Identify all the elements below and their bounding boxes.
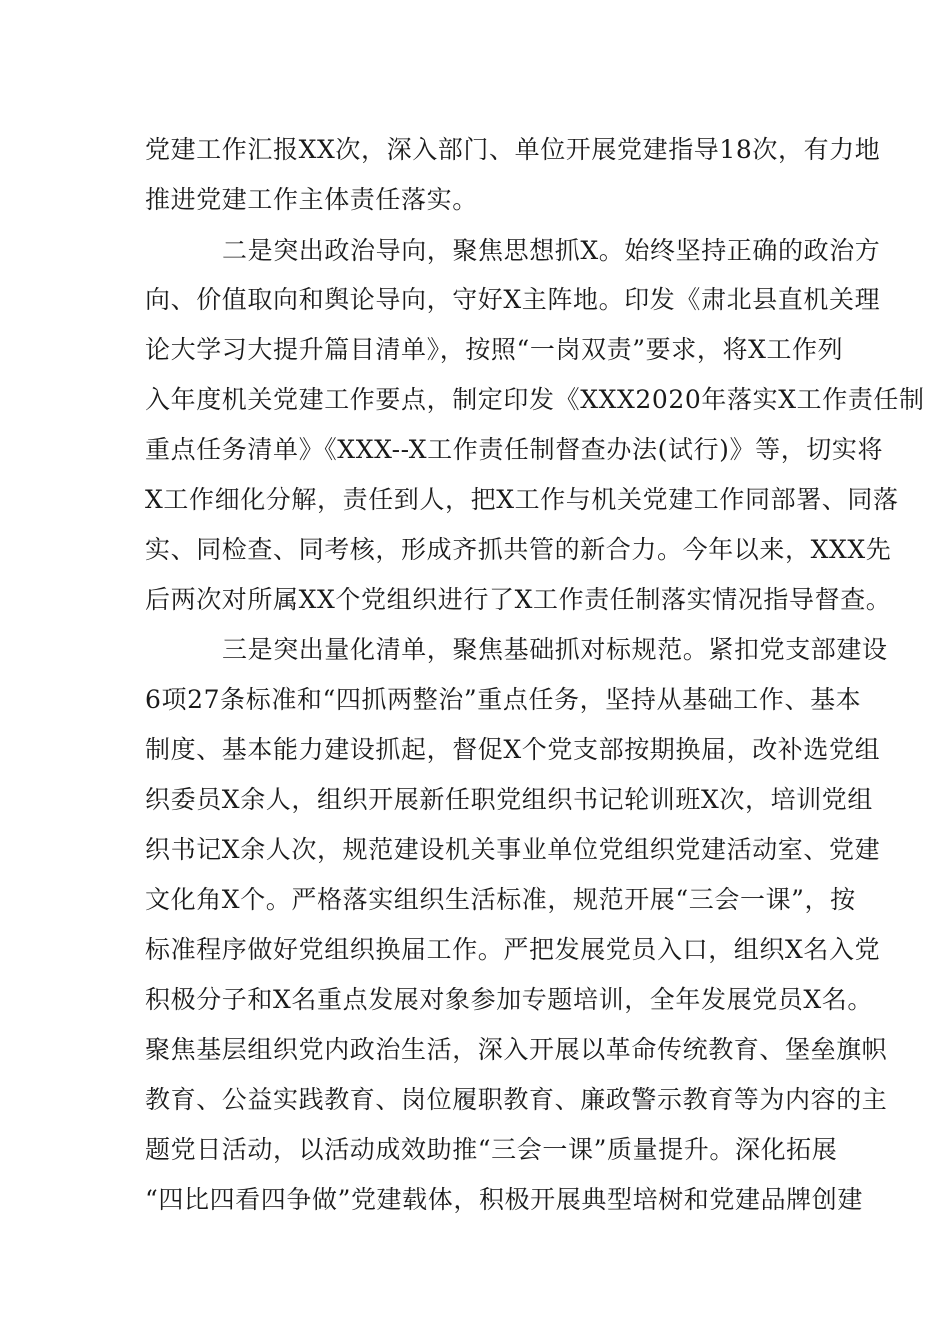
paragraph-line: 三是突出量化清单，聚焦基础抓对标规范。紧扣党支部建设 [222,635,888,664]
paragraph-line: 教育、公益实践教育、岗位履职教育、廉政警示教育等为内容的主 [145,1085,888,1114]
paragraph-line: 二是突出政治导向，聚焦思想抓X。始终坚持正确的政治方 [222,236,881,265]
paragraph-line: 党建工作汇报XX次，深入部门、单位开展党建指导18次，有力地 [145,135,881,164]
paragraph-line: 向、价值取向和舆论导向，守好X主阵地。印发《肃北县直机关理 [145,285,881,314]
paragraph-line: 重点任务清单》《XXX--X工作责任制督查办法(试行)》等，切实将 [145,435,884,464]
paragraph-line: 标准程序做好党组织换届工作。严把发展党员入口，组织X名入党 [145,935,881,964]
paragraph-line: 实、同检查、同考核，形成齐抓共管的新合力。今年以来，XXX先 [145,535,892,564]
paragraph-line: 制度、基本能力建设抓起，督促X个党支部按期换届，改补选党组 [145,735,881,764]
paragraph-line: 入年度机关党建工作要点，制定印发《XXX2020年落实X工作责任制 [145,385,925,414]
paragraph-line: 文化角X个。严格落实组织生活标准，规范开展“三会一课”，按 [145,885,856,914]
paragraph-line: 织书记X余人次，规范建设机关事业单位党组织党建活动室、党建 [145,835,881,864]
paragraph-line: 聚焦基层组织党内政治生活，深入开展以革命传统教育、堡垒旗帜 [145,1035,888,1064]
paragraph-line: X工作细化分解，责任到人，把X工作与机关党建工作同部署、同落 [145,485,899,514]
paragraph-line: 织委员X余人，组织开展新任职党组织书记轮训班X次，培训党组 [145,785,873,814]
paragraph-line: 题党日活动，以活动成效助推“三会一课”质量提升。深化拓展 [145,1135,838,1164]
paragraph-line: 6项27条标准和“四抓两整治”重点任务，坚持从基础工作、基本 [145,685,862,714]
paragraph-line: “四比四看四争做”党建载体，积极开展典型培树和党建品牌创建 [145,1185,863,1214]
paragraph-line: 推进党建工作主体责任落实。 [145,185,478,214]
paragraph-line: 积极分子和X名重点发展对象参加专题培训，全年发展党员X名。 [145,985,873,1014]
paragraph-line: 后两次对所属XX个党组织进行了X工作责任制落实情况指导督查。 [145,585,892,614]
paragraph-line: 论大学习大提升篇目清单》，按照“一岗双责”要求，将X工作列 [145,335,844,364]
